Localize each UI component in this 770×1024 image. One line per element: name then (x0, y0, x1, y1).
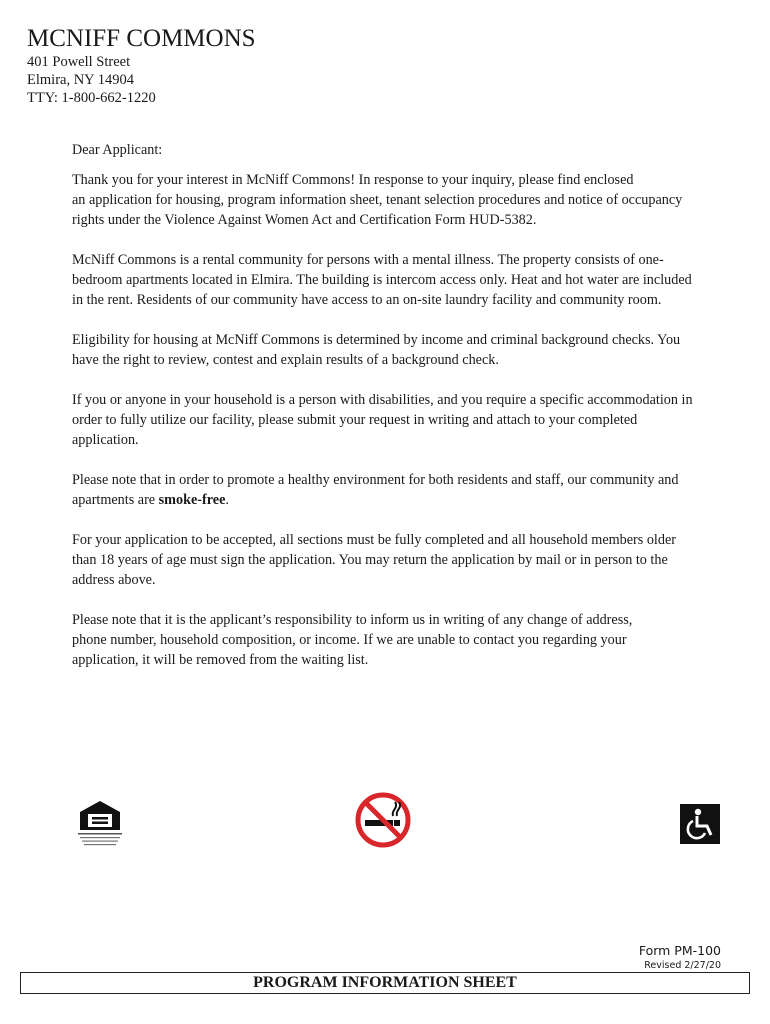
revision-date: Revised 2/27/20 (644, 960, 721, 971)
line: For your application to be accepted, all sections must be fully completed and all household members older (72, 532, 676, 548)
line: address above. (72, 572, 156, 588)
page-title: MCNIFF COMMONS (27, 25, 256, 52)
equal-housing-opportunity-icon (76, 800, 124, 846)
line: Thank you for your interest in McNiff Commons! In response to your inquiry, please find enclosed (72, 172, 634, 188)
form-number: Form PM-100 (638, 943, 721, 958)
salutation: Dear Applicant: (72, 142, 163, 158)
tty-number: TTY: 1-800-662-1220 (27, 90, 156, 106)
smoke-free-emphasis: smoke-free (158, 492, 226, 508)
line: order to fully utilize our facility, please submit your request in writing and attach to your completed (72, 412, 638, 428)
paragraph-submission (72, 530, 742, 590)
street-address: 401 Powell Street (27, 54, 131, 70)
paragraph-accommodation (72, 390, 742, 450)
line: . (225, 492, 229, 508)
line: Eligibility for housing at McNiff Commons is determined by income and criminal background checks. You (72, 332, 681, 348)
line: apartments are (72, 492, 159, 508)
line: McNiff Commons is a rental community for persons with a mental illness. The property consists of one- (72, 252, 664, 268)
wheelchair-accessible-icon (680, 804, 720, 844)
form-number-block (639, 943, 721, 972)
line: rights under the Violence Against Women Act and Certification Form HUD-5382. (72, 212, 537, 228)
line: than 18 years of age must sign the application. You may return the application by mail or in person to the (72, 552, 668, 568)
paragraph-community (72, 250, 742, 310)
line: an application for housing, program information sheet, tenant selection procedures and notice of occupancy (72, 192, 683, 208)
line: in the rent. Residents of our community have access to an on-site laundry facility and community room. (72, 292, 662, 308)
line: have the right to review, contest and explain results of a background check. (72, 352, 499, 368)
line: application, it will be removed from the waiting list. (72, 652, 369, 668)
no-smoking-icon (355, 792, 411, 848)
program-information-sheet-title: PROGRAM INFORMATION SHEET (20, 972, 750, 994)
line: If you or anyone in your household is a person with disabilities, and you require a specific accommodation in (72, 392, 693, 408)
line: bedroom apartments located in Elmira. The building is intercom access only. Heat and hot water are included (72, 272, 692, 288)
letter-body (72, 140, 742, 690)
line: Please note that in order to promote a healthy environment for both residents and staff, our community and (72, 472, 679, 488)
paragraph-eligibility (72, 330, 742, 370)
line: Please note that it is the applicant’s responsibility to inform us in writing of any change of address, (72, 612, 633, 628)
city-state-zip: Elmira, NY 14904 (27, 72, 134, 88)
line: application. (72, 432, 139, 448)
line: phone number, household composition, or income. If we are unable to contact you regarding your (72, 632, 627, 648)
address-block (27, 53, 156, 107)
paragraph-intro (72, 170, 742, 230)
paragraph-responsibility (72, 610, 742, 670)
paragraph-smoke-free (72, 470, 742, 510)
